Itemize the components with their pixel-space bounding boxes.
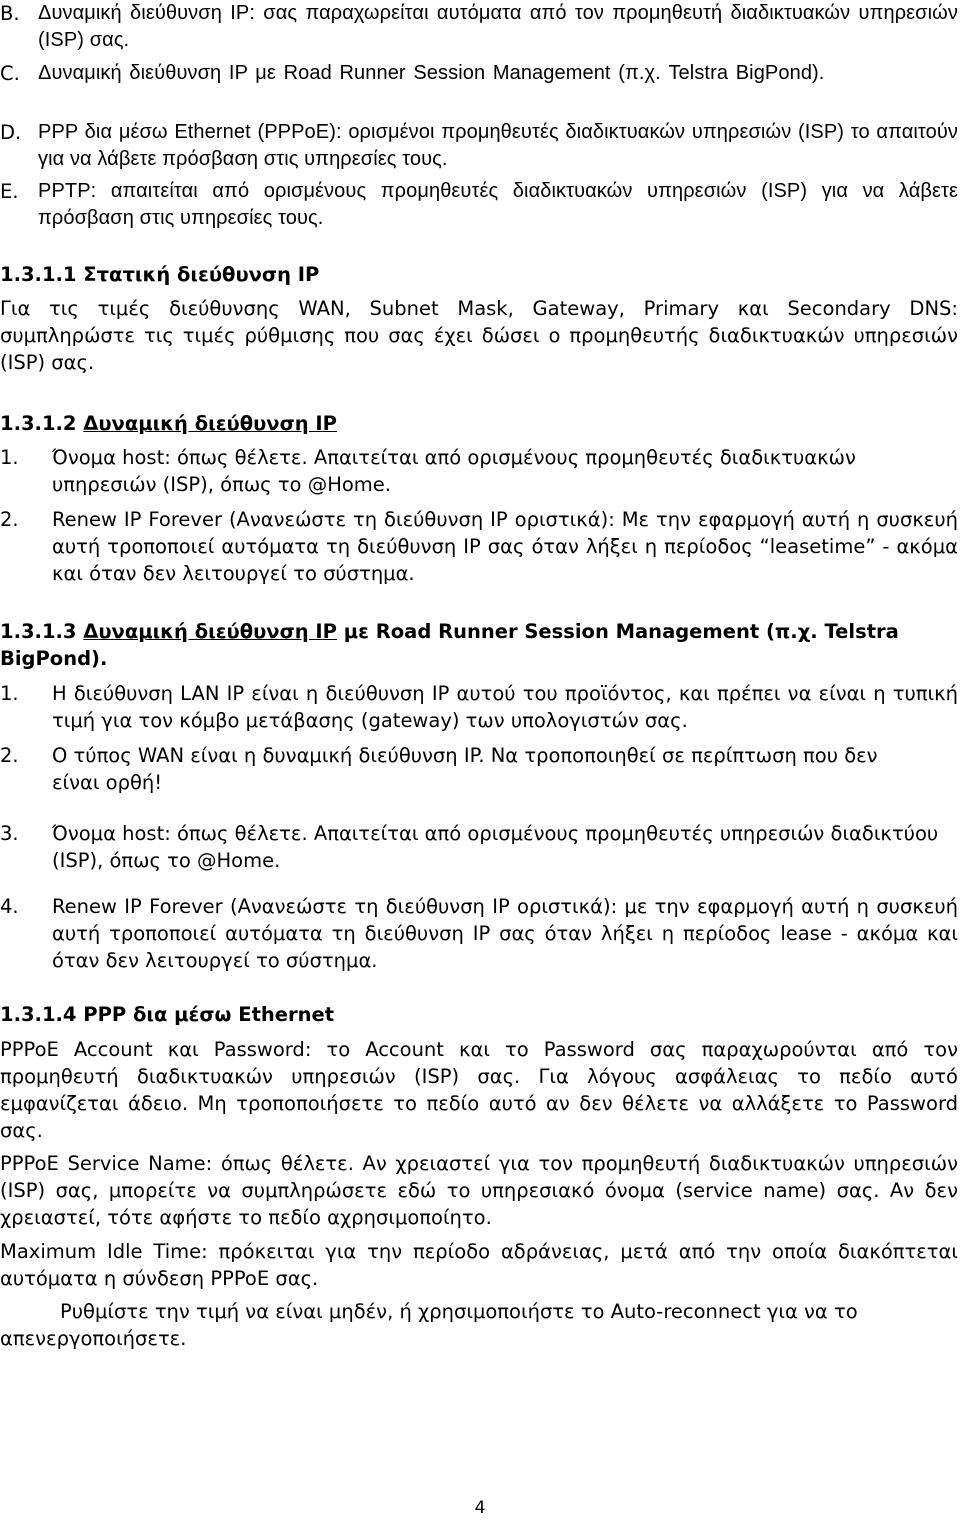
paragraph: Maximum Idle Time: πρόκειται για την περίοδο αδράνειας, μετά από την οποία διακόπτεται αυτόματα η σύνδεση PPPoE σας. bbox=[0, 1240, 958, 1290]
section-number: 1.3.1.1 bbox=[0, 263, 77, 286]
section-heading-1312 bbox=[0, 410, 337, 437]
list-text: Η διεύθυνση LAN IP είναι η διεύθυνση IP αυτού του προϊόντος, και πρέπει να είναι η τυπική τιμή για τον κόμβο μετάβασης (gateway) των υπολογιστών σας. bbox=[52, 682, 958, 732]
paragraph: PPPoE Account και Password: το Account και το Password σας παραχωρούνται από τον προμηθευτή διαδικτυακών υπηρεσιών (ISP) σας. Για λόγους ασφάλειας το πεδίο αυτό εμφανίζεται άδειο. Μη τροποποιήσετε το πεδίο αυτό αν δεν θέλετε να αλλάξετε το Password σας. bbox=[0, 1038, 958, 1142]
section-heading-1314 bbox=[0, 1001, 334, 1028]
list-marker: E. bbox=[0, 180, 19, 203]
section-number: 1.3.1.4 bbox=[0, 1003, 77, 1026]
section-title: Δυναμική διεύθυνση IP bbox=[83, 412, 337, 435]
list-text: Ο τύπος WAN είναι η δυναμική διεύθυνση IP. Να τροποποιηθεί σε περίπτωση που δεν είναι ορθή! bbox=[52, 744, 878, 794]
section-title: PPP δια μέσω Ethernet bbox=[83, 1003, 335, 1026]
page-number: 4 bbox=[474, 1498, 486, 1518]
section-heading-1313 bbox=[0, 618, 958, 672]
list-marker: 3. bbox=[0, 822, 19, 845]
list-marker: 4. bbox=[0, 895, 19, 918]
list-marker: 2. bbox=[0, 744, 19, 767]
section-number: 1.3.1.2 bbox=[0, 412, 77, 435]
list-text: Όνομα host: όπως θέλετε. Απαιτείται από ορισμένους προμηθευτές υπηρεσιών διαδικτύου (ISP), όπως το @Home. bbox=[52, 822, 939, 872]
paragraph: PPPoE Service Name: όπως θέλετε. Αν χρειαστεί για τον προμηθευτή διαδικτυακών υπηρεσιών (ISP) σας, μπορείτε να συμπληρώσετε εδώ το υπηρεσιακό όνομα (service name) σας. Αν δεν χρειαστεί, τότε αφήστε το πεδίο αχρησιμοποίητο. bbox=[0, 1152, 958, 1229]
list-text: Δυναμική διεύθυνση IP με Road Runner Session Management (π.χ. Telstra BigPond). bbox=[38, 62, 825, 84]
list-text: PPTP: απαιτείται από ορισμένους προμηθευτές διαδικτυακών υπηρεσιών (ISP) για να λάβετε πρόσβαση στις υπηρεσίες τους. bbox=[38, 180, 958, 229]
section-title-rest: με Road Runner Session Management (π.χ. Telstra BigPond). bbox=[0, 620, 899, 670]
list-marker: 1. bbox=[0, 446, 19, 469]
list-marker: D. bbox=[0, 121, 22, 144]
list-text: Δυναμική διεύθυνση IP: σας παραχωρείται αυτόματα από τον προμηθευτή διαδικτυακών υπηρεσιών (ISP) σας. bbox=[38, 2, 958, 51]
section-heading-1311 bbox=[0, 261, 319, 288]
list-marker: C. bbox=[0, 62, 20, 85]
section-title: Δυναμική διεύθυνση IP bbox=[83, 620, 337, 643]
list-marker: 1. bbox=[0, 682, 19, 705]
section-number: 1.3.1.3 bbox=[0, 620, 77, 643]
list-text: Renew IP Forever (Ανανεώστε τη διεύθυνση IP οριστικά): με την εφαρμογή αυτή η συσκευή αυτή τροποποιεί αυτόματα τη διεύθυνση IP σας όταν λήξει η περίοδος lease - ακόμα και όταν δεν λειτουργεί το σύστημα. bbox=[52, 895, 958, 972]
list-marker: B. bbox=[0, 2, 20, 25]
list-text: Renew IP Forever (Ανανεώστε τη διεύθυνση IP οριστικά): Με την εφαρμογή αυτή η συσκευή αυτή τροποποιεί αυτόματα τη διεύθυνση IP σας όταν λήξει η περίοδος “leasetime” - ακόμα και όταν δεν λειτουργεί το σύστημα. bbox=[52, 508, 958, 585]
list-text: Όνομα host: όπως θέλετε. Απαιτείται από ορισμένους προμηθευτές διαδικτυακών υπηρεσιών (ISP), όπως το @Home. bbox=[52, 446, 856, 496]
paragraph: Ρυθμίστε την τιμή να είναι μηδέν, ή χρησιμοποιήστε το Auto-reconnect για να το απενεργοποιήσετε. bbox=[0, 1300, 858, 1350]
section-body-1311: Για τις τιμές διεύθυνσης WAN, Subnet Mask, Gateway, Primary και Secondary DNS: συμπληρώστε τις τιμές ρύθμισης που σας έχει δώσει ο προμηθευτής διαδικτυακών υπηρεσιών (ISP) σας. bbox=[0, 297, 958, 374]
list-marker: 2. bbox=[0, 508, 19, 531]
section-title: Στατική διεύθυνση IP bbox=[83, 263, 320, 286]
list-text: PPP δια μέσω Ethernet (PPPoE): ορισμένοι προμηθευτές διαδικτυακών υπηρεσιών (ISP) το απαιτούν για να λάβετε πρόσβαση στις υπηρεσίες τους. bbox=[38, 121, 958, 170]
